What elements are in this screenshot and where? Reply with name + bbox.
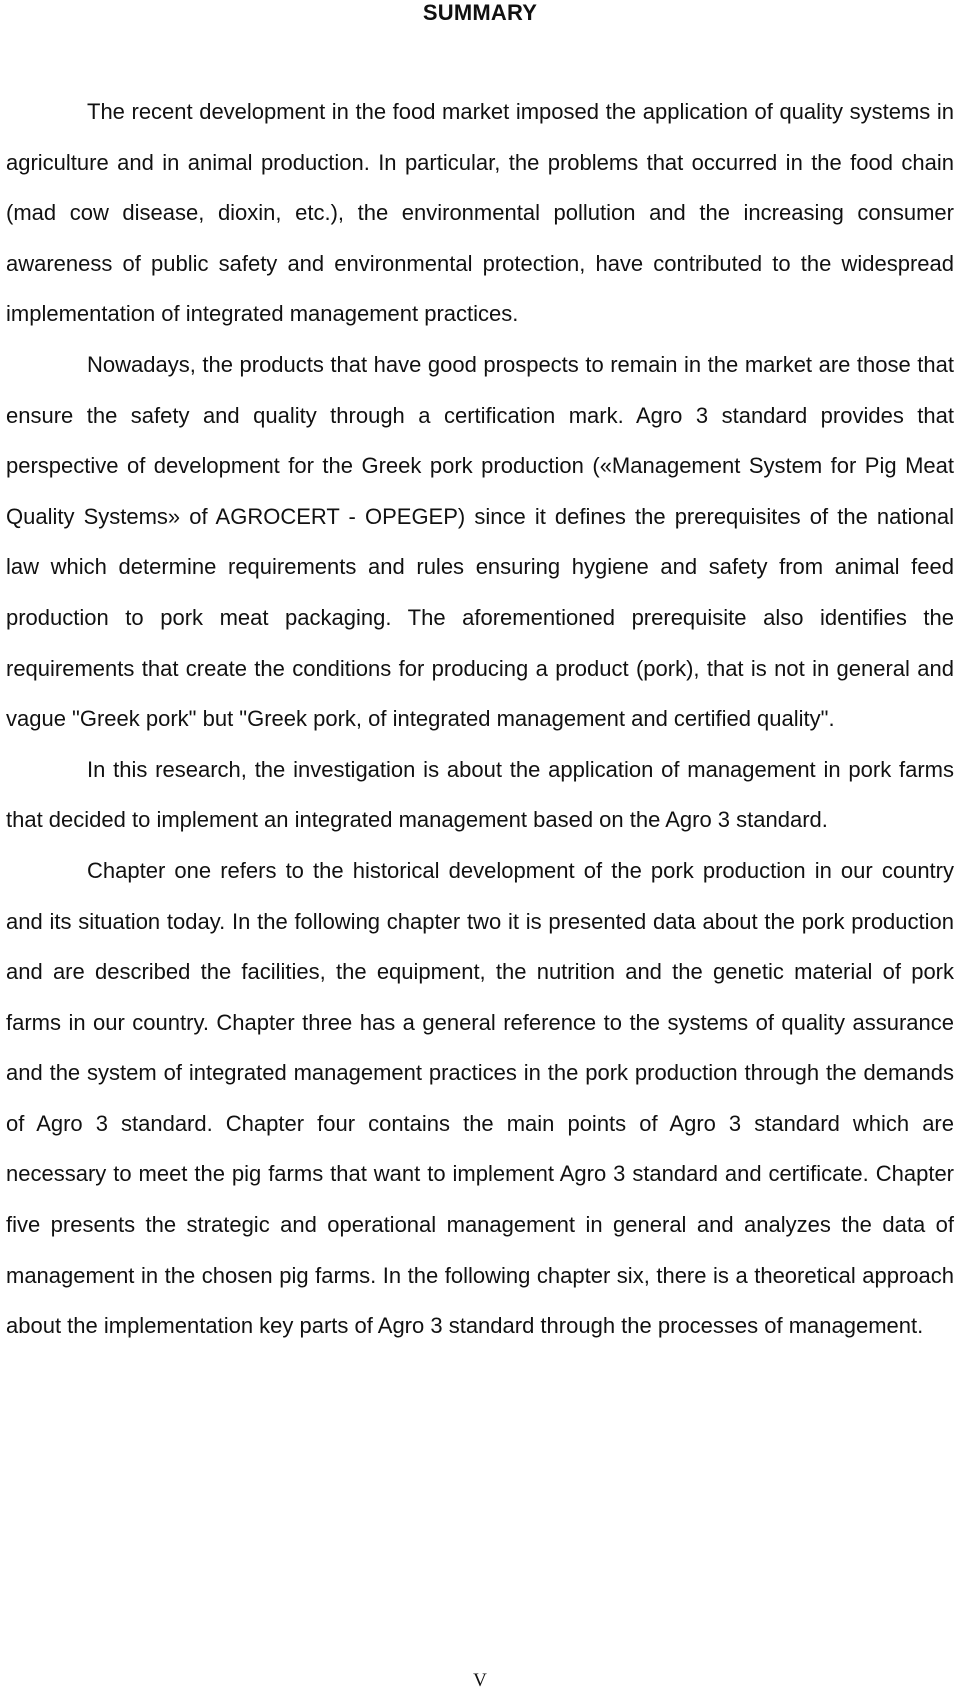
page-number: V xyxy=(473,1670,487,1691)
paragraph-3: In this research, the investigation is about the application of management in pork farms that decided to implement an integrated management based on the Agro 3 standard. xyxy=(6,756,954,833)
paragraph-4: Chapter one refers to the historical development of the pork production in our country and its situation today. In the following chapter two it is presented data about the pork production and are described the facilities, the equipment, the nutrition and the genetic material of pork farms in our country. Chapter three has a general reference to the systems of quality assurance and the system of integrated management practices in the pork production through the demands of Agro 3 standard. Chapter four contains the main points of Agro 3 standard which are necessary to meet the pig farms that want to implement Agro 3 standard and certificate. Chapter five presents the strategic and operational management in general and analyzes the data of management in the chosen pig farms. In the following chapter six, there is a theoretical approach about the implementation key parts of Agro 3 standard through the processes of management. xyxy=(6,857,954,1339)
summary-body xyxy=(6,87,954,1352)
paragraph-2: Nowadays, the products that have good prospects to remain in the market are those that ensure the safety and quality through a certification mark. Agro 3 standard provides that perspective of development for the Greek pork production («Management System for Pig Meat Quality Systems» of AGROCERT - OPEGEP) since it defines the prerequisites of the national law which determine requirements and rules ensuring hygiene and safety from animal feed production to pork meat packaging. The aforementioned prerequisite also identifies the requirements that create the conditions for producing a product (pork), that is not in general and vague "Greek pork" but "Greek pork, of integrated management and certified quality". xyxy=(6,351,954,732)
page-title: SUMMARY xyxy=(422,0,538,25)
paragraph-1: The recent development in the food market imposed the application of quality systems in agriculture and in animal production. In particular, the problems that occurred in the food chain (mad cow disease, dioxin, etc.), the environmental pollution and the increasing consumer awareness of public safety and environmental protection, have contributed to the widespread implementation of integrated management practices. xyxy=(6,99,954,327)
